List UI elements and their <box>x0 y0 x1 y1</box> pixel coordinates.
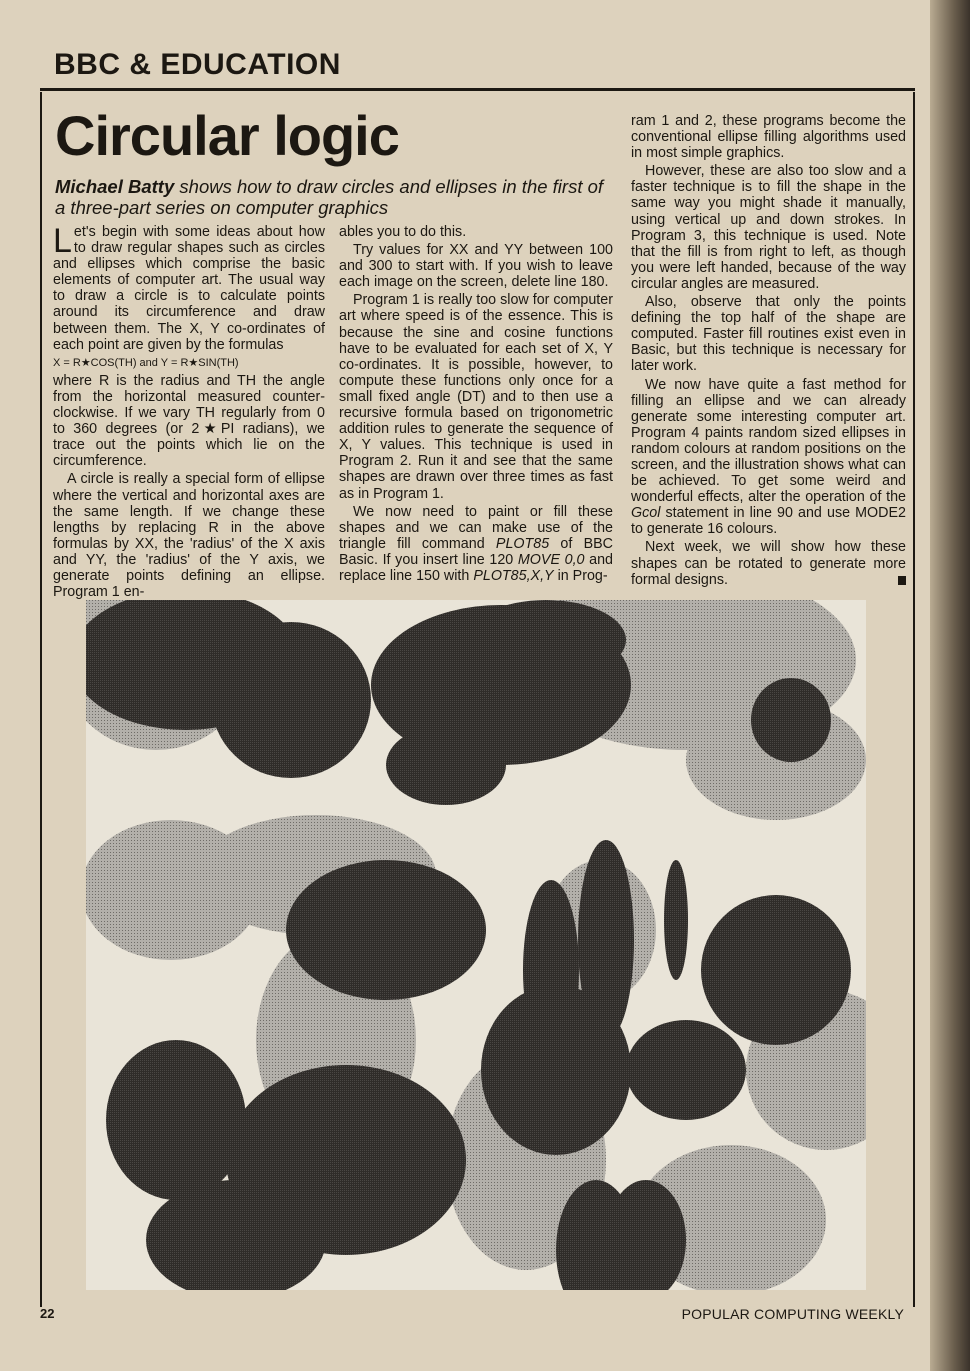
ellipse-art-illustration <box>86 600 866 1290</box>
col3-p3-part-a: We now have quite a fast method for filling an ellipse and we can already generate some interesting computer art. Program 4 paints random sized ellipses in random colours at random positions on the screen, and the illustration shows what can be achieved. To get some weird and wonderful effects, alter the operation of the <box>631 376 906 506</box>
col1-paragraph-2: where R is the radius and TH the angle from the horizontal measured counter-clockwise. If we vary TH regularly from 0 to 360 degrees (or 2★PI radians), we trace out the points which lie on the circumference. <box>53 372 325 470</box>
col2-paragraph-2: Program 1 is really too slow for computer art where speed is of the essence. This is because the sine and cosine functions have to be evaluated for each set of X, Y co-ordinates. It is possible, however, to compute these functions only once for a small fixed angle (DT) and to then use a recursive formula based on trigonometric addition rules to generate the sequence of X, Y values. This technique is used in Program 2. Run it and see that the same shapes are drawn over three times as fast as in Program 1. <box>339 292 613 502</box>
plot85xy-term: PLOT85,X,Y <box>473 567 554 584</box>
text-column-2 <box>339 224 613 586</box>
col2-p3-part-c: of BBC Basic. If you insert line 120 <box>339 535 613 568</box>
circle-formula: X = R★COS(TH) and Y = R★SIN(TH) <box>53 356 239 369</box>
section-title: BBC & EDUCATION <box>54 48 341 81</box>
col3-paragraph-1: However, these are also too slow and a faster technique is to fill the shape in the same way you might shade it manually, using vertical up and down strokes. In Program 3, this technique is used. Note that the fill is from right to left, as though you were left handed, because of the way circular angles are measured. <box>631 163 906 292</box>
plot85-term: PLOT85 <box>495 535 550 552</box>
col3-paragraph-4 <box>631 539 906 587</box>
col1-paragraph-1: Let's begin with some ideas about how to draw regular shapes such as circles and ellipses which comprise the basic elements of computer art. The usual way to draw a circle is to calculate points around its circumference and draw between them. The X, Y co-ordinates of each point are given by the formulas <box>53 222 325 353</box>
section-header <box>40 46 915 91</box>
col3-p4-text: Next week, we will show how these shapes can be rotated to generate more formal designs. <box>631 539 906 588</box>
end-mark-icon <box>898 576 906 585</box>
col3-paragraph-2: Also, observe that only the points defining the top half of the shape are computed. Faster fill routines exist even in Basic, but this technique is necessary for later work. <box>631 294 906 375</box>
col3-paragraph-0: ram 1 and 2, these programs become the conventional ellipse filling algorithms used in most simple graphics. <box>631 113 906 162</box>
standfirst-text: shows how to draw circles and ellipses in the first of a three-part series on computer graphics <box>55 176 604 218</box>
text-column-3 <box>631 113 906 590</box>
move-term: MOVE 0,0 <box>517 551 585 568</box>
col3-paragraph-3 <box>631 377 906 538</box>
text-column-1 <box>53 224 325 602</box>
gcol-term: Gcol <box>631 505 661 522</box>
col2-paragraph-3 <box>339 504 613 584</box>
col2-p3-part-e: and replace line 150 with <box>339 551 613 584</box>
magazine-name: POPULAR COMPUTING WEEKLY <box>681 1306 904 1322</box>
ellipse-art-svg <box>86 600 866 1290</box>
article-title: Circular logic <box>55 104 399 167</box>
col2-p3-part-a: We now need to paint or fill these shapes and we can make use of the triangle fill command <box>339 503 613 552</box>
page-gutter-shadow <box>930 0 970 1371</box>
article-standfirst <box>55 176 615 218</box>
col2-paragraph-0: ables you to do this. <box>339 224 467 240</box>
col2-paragraph-1: Try values for XX and YY between 100 and 300 to start with. If you wish to leave each image on the screen, delete line 180. <box>339 242 613 291</box>
col1-paragraph-3: A circle is really a special form of ellipse where the vertical and horizontal axes are the same length. If we change these lengths by replacing R in the above formulas by XX, the 'radius' of the X axis and YY, the 'radius' of the Y axis, we generate points defining an ellipse. Program 1 en- <box>53 471 325 601</box>
col3-p3-part-c: statement in line 90 and use MODE2 to generate 16 colours. <box>631 505 906 538</box>
page-number: 22 <box>40 1306 55 1321</box>
col2-p3-part-g: in Prog- <box>553 567 608 584</box>
author-name: Michael Batty <box>55 176 175 197</box>
